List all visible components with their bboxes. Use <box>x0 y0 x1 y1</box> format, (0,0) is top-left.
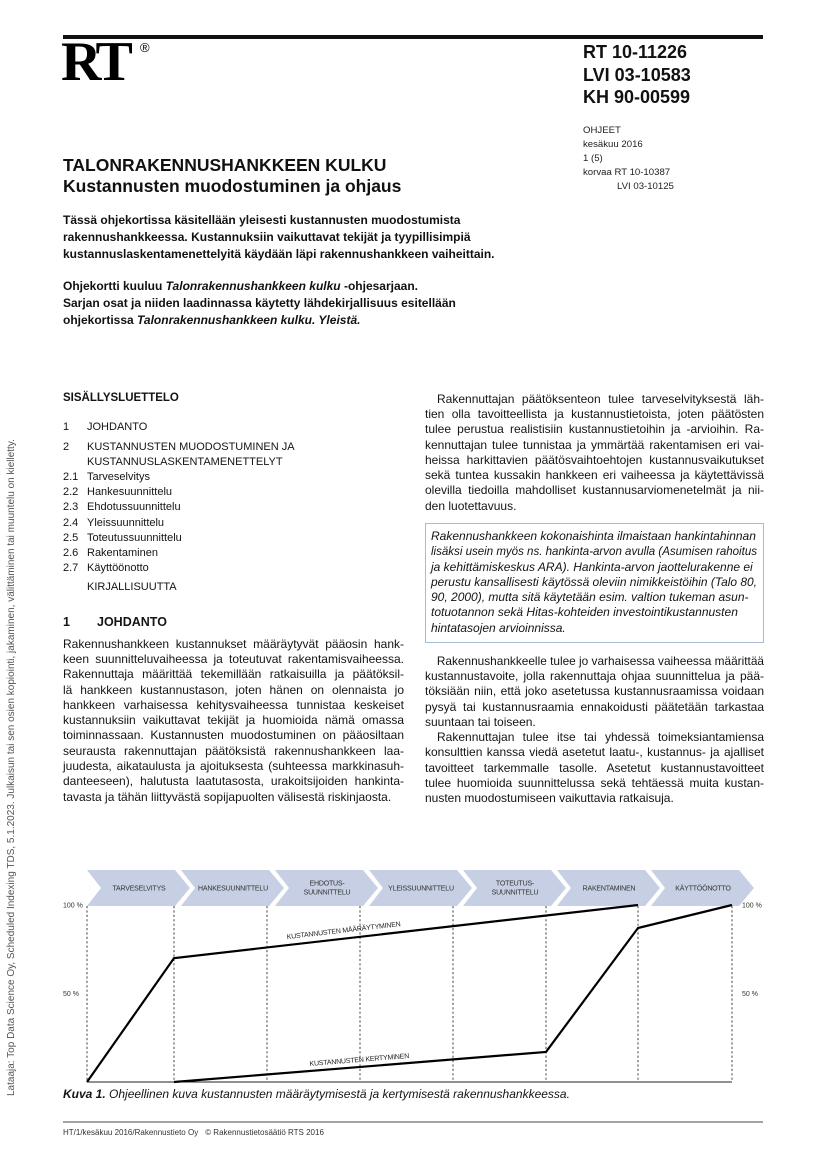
text-line: töksiään niin, että joko asetetussa kustannusraamissa voidaan <box>425 684 764 699</box>
phase-label-line: KÄYTTÖÖNOTTO <box>675 885 731 893</box>
toc-label <box>87 440 295 470</box>
phase-chevron <box>463 870 566 906</box>
title-sub: Kustannusten muodostuminen ja ohjaus <box>63 176 402 196</box>
phase-label-line: HANKESUUNNITTELU <box>198 885 268 893</box>
series-label: KUSTANNUSTEN MÄÄRÄYTYMINEN <box>286 921 401 942</box>
toc-label: Yleissuunnittelu <box>87 516 165 529</box>
registered-mark: ® <box>140 40 150 55</box>
text-line: danteeseen), halutusta laatutasosta, urakoitsijoiden hankinta- <box>63 774 404 789</box>
y-tick-label-right: 100 % <box>742 902 762 910</box>
page-number: 1 (5) <box>583 153 603 164</box>
phase-label <box>112 886 166 893</box>
text-line: kennuttajan tulee tunnistaa ja ymmärtää rakentamisen eri vai- <box>425 437 764 452</box>
toc-label-line: KUSTANNUSTEN MUODOSTUMINEN JA <box>87 440 295 453</box>
footer-rule <box>63 1121 763 1123</box>
text-segment: -ohjesarjaan. <box>340 279 418 293</box>
code-kh: KH 90-00599 <box>583 87 691 107</box>
text-line: tulee perustua realistisiin kustannustietoihin ja -arvioihin. Ra- <box>425 422 764 437</box>
text-line: tulee huomioida suunnittelussa sekä tehtäessä muita kustan- <box>425 776 764 791</box>
toc-item <box>63 500 404 515</box>
text-line: konsulttien kanssa viedä asetetut laatu-, kustannus- ja ajalliset <box>425 745 764 760</box>
code-lvi: LVI 03-10583 <box>583 64 691 85</box>
text-line: sekä tuntea kussakin hankkeen eri vaiheessa ja käytettävissä <box>425 468 764 483</box>
text-segment: Ohjekortti kuuluu <box>63 279 166 293</box>
toc-item <box>63 561 404 576</box>
series-title: Talonrakennushankkeen kulku <box>165 279 341 293</box>
toc-number: 2.4 <box>63 516 79 529</box>
document-meta <box>583 124 674 194</box>
phase-label-line: TOTEUTUS- <box>495 880 535 888</box>
text-line: 90, 2000), mutta sitä käytetään esim. valtion tukeman asun- <box>431 590 749 605</box>
footer-copyright: © Rakennustietosäätiö RTS 2016 <box>205 1128 324 1137</box>
section-title: JOHDANTO <box>97 615 167 629</box>
document-codes <box>583 41 691 109</box>
text-line: Rakennushankkeen kokonaishinta ilmaistaan hankintahinnan <box>431 529 756 543</box>
phase-label-line: RAKENTAMINEN <box>582 885 636 893</box>
y-tick-label-left: 100 % <box>63 902 83 910</box>
phase-label <box>198 886 268 893</box>
toc-number: 2.2 <box>63 486 79 499</box>
toc-number: 2.7 <box>63 562 79 575</box>
toc-label: Käyttöönotto <box>87 562 149 575</box>
text-line: kustannuslaskentamenettelyitä käydään läpi rakennushankkeen vaiheittain. <box>63 247 495 261</box>
code-rt: RT 10-11226 <box>583 42 688 62</box>
text-line: kustannuksiin vaikuttavat tekijät ja huomioida nämä omassa <box>63 713 404 728</box>
toc-label: Ehdotussuunnittelu <box>87 501 181 514</box>
text-line: pysyä tai kustannusraamia ennakoidusti päätetään tarkastaa <box>425 699 764 714</box>
toc-item <box>63 546 404 561</box>
text-line: suuntaan tai toiseen. <box>425 714 536 729</box>
section-number: 1 <box>63 615 70 629</box>
text-line: olevilla tiedoilla mahdolliset kustannusarviomenetelmät ja nii- <box>425 483 764 498</box>
phase-label-line: TARVESELVITYS <box>112 885 166 893</box>
figure-caption <box>63 1087 570 1102</box>
page-title <box>63 155 401 197</box>
text-line: kustannustavoite, jolla rakennuttaja ohjaa suunnittelua ja pää- <box>425 668 764 683</box>
phase-label-line: YLEISSUUNNITTELU <box>388 885 454 893</box>
text-line: Rakennushankkeen kustannukset määräytyvät pääosin hank- <box>63 636 404 651</box>
text-line: lä hankkeen kustannustason, joten hänen on olennaista jo <box>63 682 404 697</box>
text-line: Rakennushankkeelle tulee jo varhaisessa vaiheessa määrittää <box>436 653 764 668</box>
text-line: den luotettavuus. <box>425 498 517 513</box>
y-tick-label-right: 50 % <box>742 991 758 998</box>
series-line <box>174 905 732 1082</box>
phase-label <box>583 886 636 893</box>
side-notice: Lataaja: Top Data Science Oy, Scheduled Indexing TDS, 5.1.2023. Julkaisun tai sen osien kopiointi, jakaminen, välittäminen tai muuntelu on kielletty. <box>6 439 17 1096</box>
toc-number: 2 <box>63 440 70 453</box>
text-line: Tässä ohjekortissa käsitellään yleisesti kustannusten muodostumista <box>63 213 461 227</box>
text-line: heissa harkittavien päätösvaihtoehtojen kustannusvaikutukset <box>425 452 764 467</box>
text-line: keen suunnitteluvaiheessa ja toteutuvat rakentamisvaiheessa. <box>63 651 404 666</box>
doc-type: OHJEET <box>583 125 621 136</box>
right-paragraphs-lower <box>425 654 764 807</box>
toc-item <box>63 485 404 500</box>
series-title: Talonrakennushankkeen kulku. Yleistä. <box>137 313 361 327</box>
toc-label-line: KUSTANNUSLASKENTAMENETTELYT <box>87 455 283 468</box>
text-line: tavasta ja tähän liittyvästä sopijapuolten välisestä riskinjaosta. <box>63 789 392 804</box>
section-heading <box>63 614 167 630</box>
note-box <box>425 523 764 643</box>
title-main: TALONRAKENNUSHANKKEEN KULKU <box>63 155 387 175</box>
intro-series-note <box>63 278 456 329</box>
toc-label: Toteutussuunnittelu <box>87 531 182 544</box>
replaces-rt: korvaa RT 10-10387 <box>583 167 671 178</box>
intro-summary <box>63 212 495 263</box>
caption-label: Kuva 1. <box>63 1087 106 1101</box>
text-line: perustu kansallisesti käytössä oleviin nimikkeistöihin (Talo 80, <box>431 574 757 589</box>
text-line <box>63 278 456 295</box>
y-tick-label-left: 50 % <box>63 991 79 998</box>
toc-heading: SISÄLLYSLUETTELO <box>63 392 179 404</box>
phase-label-line: SUUNNITTELU <box>491 889 539 897</box>
footer <box>63 1128 324 1138</box>
toc-item <box>63 580 404 595</box>
text-line: hintatasojen arvioinnissa. <box>431 620 566 635</box>
table-of-contents <box>63 391 404 595</box>
toc-number: 1 <box>63 420 70 433</box>
toc-label: KIRJALLISUUTTA <box>87 581 177 594</box>
toc-number: 2.5 <box>63 531 79 544</box>
toc-item <box>63 516 404 531</box>
header-rule <box>63 35 763 39</box>
toc-number: 2.1 <box>63 470 79 483</box>
toc-item <box>63 470 404 485</box>
cost-formation-chart <box>0 855 827 1095</box>
text-line: nusten muodostumiseen vaikuttavia ratkaisuja. <box>425 791 674 806</box>
phase-label <box>675 885 731 893</box>
text-line: rakennushankkeessa. Kustannuksiin vaikuttavat tekijät ja tyypillisimpiä <box>63 230 471 244</box>
text-segment: Sarjan osat ja niiden laadinnassa käytetty lähdekirjallisuus esitellään <box>63 296 456 310</box>
text-line: lisäksi usein myös ns. hankinta-arvon avulla (Asumisen rahoitus <box>431 544 757 559</box>
rt-logo: RT <box>61 31 129 93</box>
toc-item <box>63 440 404 470</box>
text-line <box>63 312 456 329</box>
right-paragraph-1 <box>425 392 764 514</box>
text-line: seurausta rakennuttajan päätöksistä rakennushankkeen laa- <box>63 743 404 758</box>
toc-label: Tarveselvitys <box>87 470 150 483</box>
text-line: toiminnassaan. Kustannusten muodostuminen on pääosiltaan <box>63 728 404 743</box>
series-label: KUSTANNUSTEN KERTYMINEN <box>309 1052 410 1068</box>
footer-publisher: HT/1/kesäkuu 2016/Rakennustieto Oy <box>63 1128 199 1137</box>
right-paragraph-2 <box>425 654 764 730</box>
right-paragraph-3 <box>425 730 764 806</box>
toc-label: JOHDANTO <box>87 420 148 433</box>
toc-number: 2.6 <box>63 546 79 559</box>
text-segment: ohjekortissa <box>63 313 138 327</box>
replaces-lvi: LVI 03-10125 <box>617 181 674 192</box>
section-johdanto-body <box>63 637 404 805</box>
toc-number: 2.3 <box>63 501 79 514</box>
toc-label: Hankesuunnittelu <box>87 486 173 499</box>
toc-label: Rakentaminen <box>87 546 158 559</box>
phase-chevron <box>275 870 378 906</box>
phase-label <box>388 886 454 893</box>
toc-number <box>63 580 87 595</box>
text-line: ja kehittämiskeskus ARA). Hankinta-arvon jaottelurakenne ei <box>431 559 753 574</box>
text-line: juudesta, aikataulusta ja ajoituksesta (suhteessa markkinasuh- <box>63 759 404 774</box>
toc-item <box>63 420 404 435</box>
caption-text: Ohjeellinen kuva kustannusten määräytymisestä ja kertymisestä rakennushankkeessa. <box>105 1087 570 1101</box>
text-line: Rakennuttajan tulee itse tai yhdessä toimeksiantamiensa <box>437 730 764 745</box>
toc-item <box>63 531 404 546</box>
text-line <box>63 295 456 312</box>
phase-label-line: SUUNNITTELU <box>303 889 351 897</box>
text-line: tavoitteet tarkemmalle tasolle. Asetetut kustannustavoitteet <box>425 760 764 775</box>
text-line: Rakennuttaja määrittää tekemillään ratkaisuilla ja päätöksil- <box>63 667 404 682</box>
phase-label-line: EHDOTUS- <box>309 880 345 888</box>
text-line: totuotannon sekä Hitas-kohteiden investointikustannusten <box>431 605 738 620</box>
text-line: tien olla tavoitteellista ja kustannustietoista, joten päätösten <box>425 406 764 421</box>
text-line: hankkeen varhaisessa kehitysvaiheessa tunnistaa keskeiset <box>63 697 404 712</box>
text-line: Rakennuttajan päätöksenteon tulee tarveselvityksestä läh- <box>437 391 764 406</box>
doc-date: kesäkuu 2016 <box>583 139 643 150</box>
